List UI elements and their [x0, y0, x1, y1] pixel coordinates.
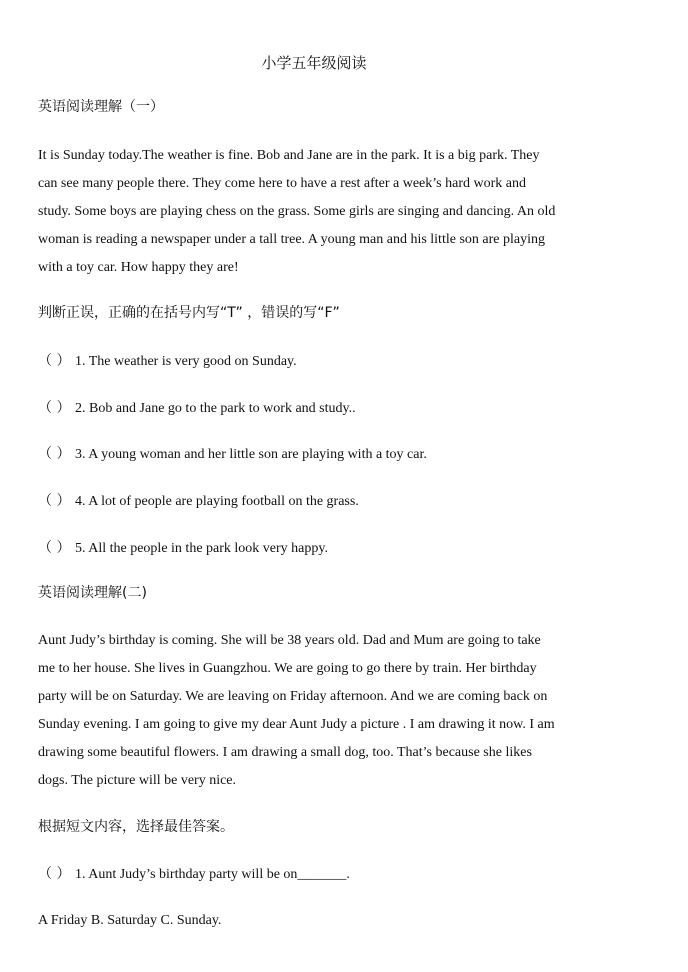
answer-parentheses[interactable]: （ ）	[38, 353, 71, 369]
question-item	[38, 492, 359, 511]
question-item	[38, 445, 427, 464]
passage2-line: party will be on Saturday. We are leaving on Friday afternoon. And we are coming back on	[38, 689, 548, 704]
question-text: 2. Bob and Jane go to the park to work and study..	[75, 401, 356, 416]
passage2-line: dogs. The picture will be very nice.	[38, 773, 237, 788]
question-text: 4. A lot of people are playing football on the grass.	[75, 494, 359, 509]
page-title	[0, 52, 688, 73]
answer-options: A Friday B. Saturday C. Sunday.	[38, 913, 222, 928]
question-item	[38, 539, 328, 558]
page-title-text: 小学五年级阅读	[261, 54, 367, 72]
section1-instruction: 判断正误，正确的在括号内写“T” ，错误的写“F”	[38, 305, 340, 321]
answer-parentheses[interactable]: （ ）	[38, 540, 71, 556]
passage1-line: can see many people there. They come here to have a rest after a week’s hard work and	[38, 176, 526, 191]
answer-parentheses[interactable]: （ ）	[38, 493, 71, 509]
section2-heading: 英语阅读理解(二)	[38, 585, 147, 601]
passage2-line: drawing some beautiful flowers. I am drawing a small dog, too. That’s because she likes	[38, 745, 532, 760]
passage1-line: study. Some boys are playing chess on the grass. Some girls are singing and dancing. An old	[38, 204, 556, 219]
answer-parentheses[interactable]: （ ）	[38, 866, 71, 882]
passage1-line: with a toy car. How happy they are!	[38, 260, 239, 275]
question-text: 1. Aunt Judy’s birthday party will be on_______.	[75, 867, 350, 882]
question-item	[38, 352, 297, 371]
section2-instruction: 根据短文内容，选择最佳答案。	[38, 819, 234, 835]
passage1-line: woman is reading a newspaper under a tall tree. A young man and his little son are playing	[38, 232, 545, 247]
passage2-line: me to her house. She lives in Guangzhou. We are going to go there by train. Her birthday	[38, 661, 537, 676]
question-text: 1. The weather is very good on Sunday.	[75, 354, 297, 369]
question-text: 5. All the people in the park look very happy.	[75, 541, 328, 556]
section1-heading: 英语阅读理解（一）	[38, 99, 164, 115]
question-item	[38, 865, 350, 884]
question-text: 3. A young woman and her little son are playing with a toy car.	[75, 447, 427, 462]
question-item	[38, 399, 356, 418]
passage2-line: Sunday evening. I am going to give my dear Aunt Judy a picture . I am drawing it now. I am	[38, 717, 555, 732]
passage1-line: It is Sunday today.The weather is fine. Bob and Jane are in the park. It is a big park. They	[38, 148, 540, 163]
answer-parentheses[interactable]: （ ）	[38, 446, 71, 462]
answer-parentheses[interactable]: （ ）	[38, 400, 71, 416]
passage2-line: Aunt Judy’s birthday is coming. She will be 38 years old. Dad and Mum are going to take	[38, 633, 541, 648]
